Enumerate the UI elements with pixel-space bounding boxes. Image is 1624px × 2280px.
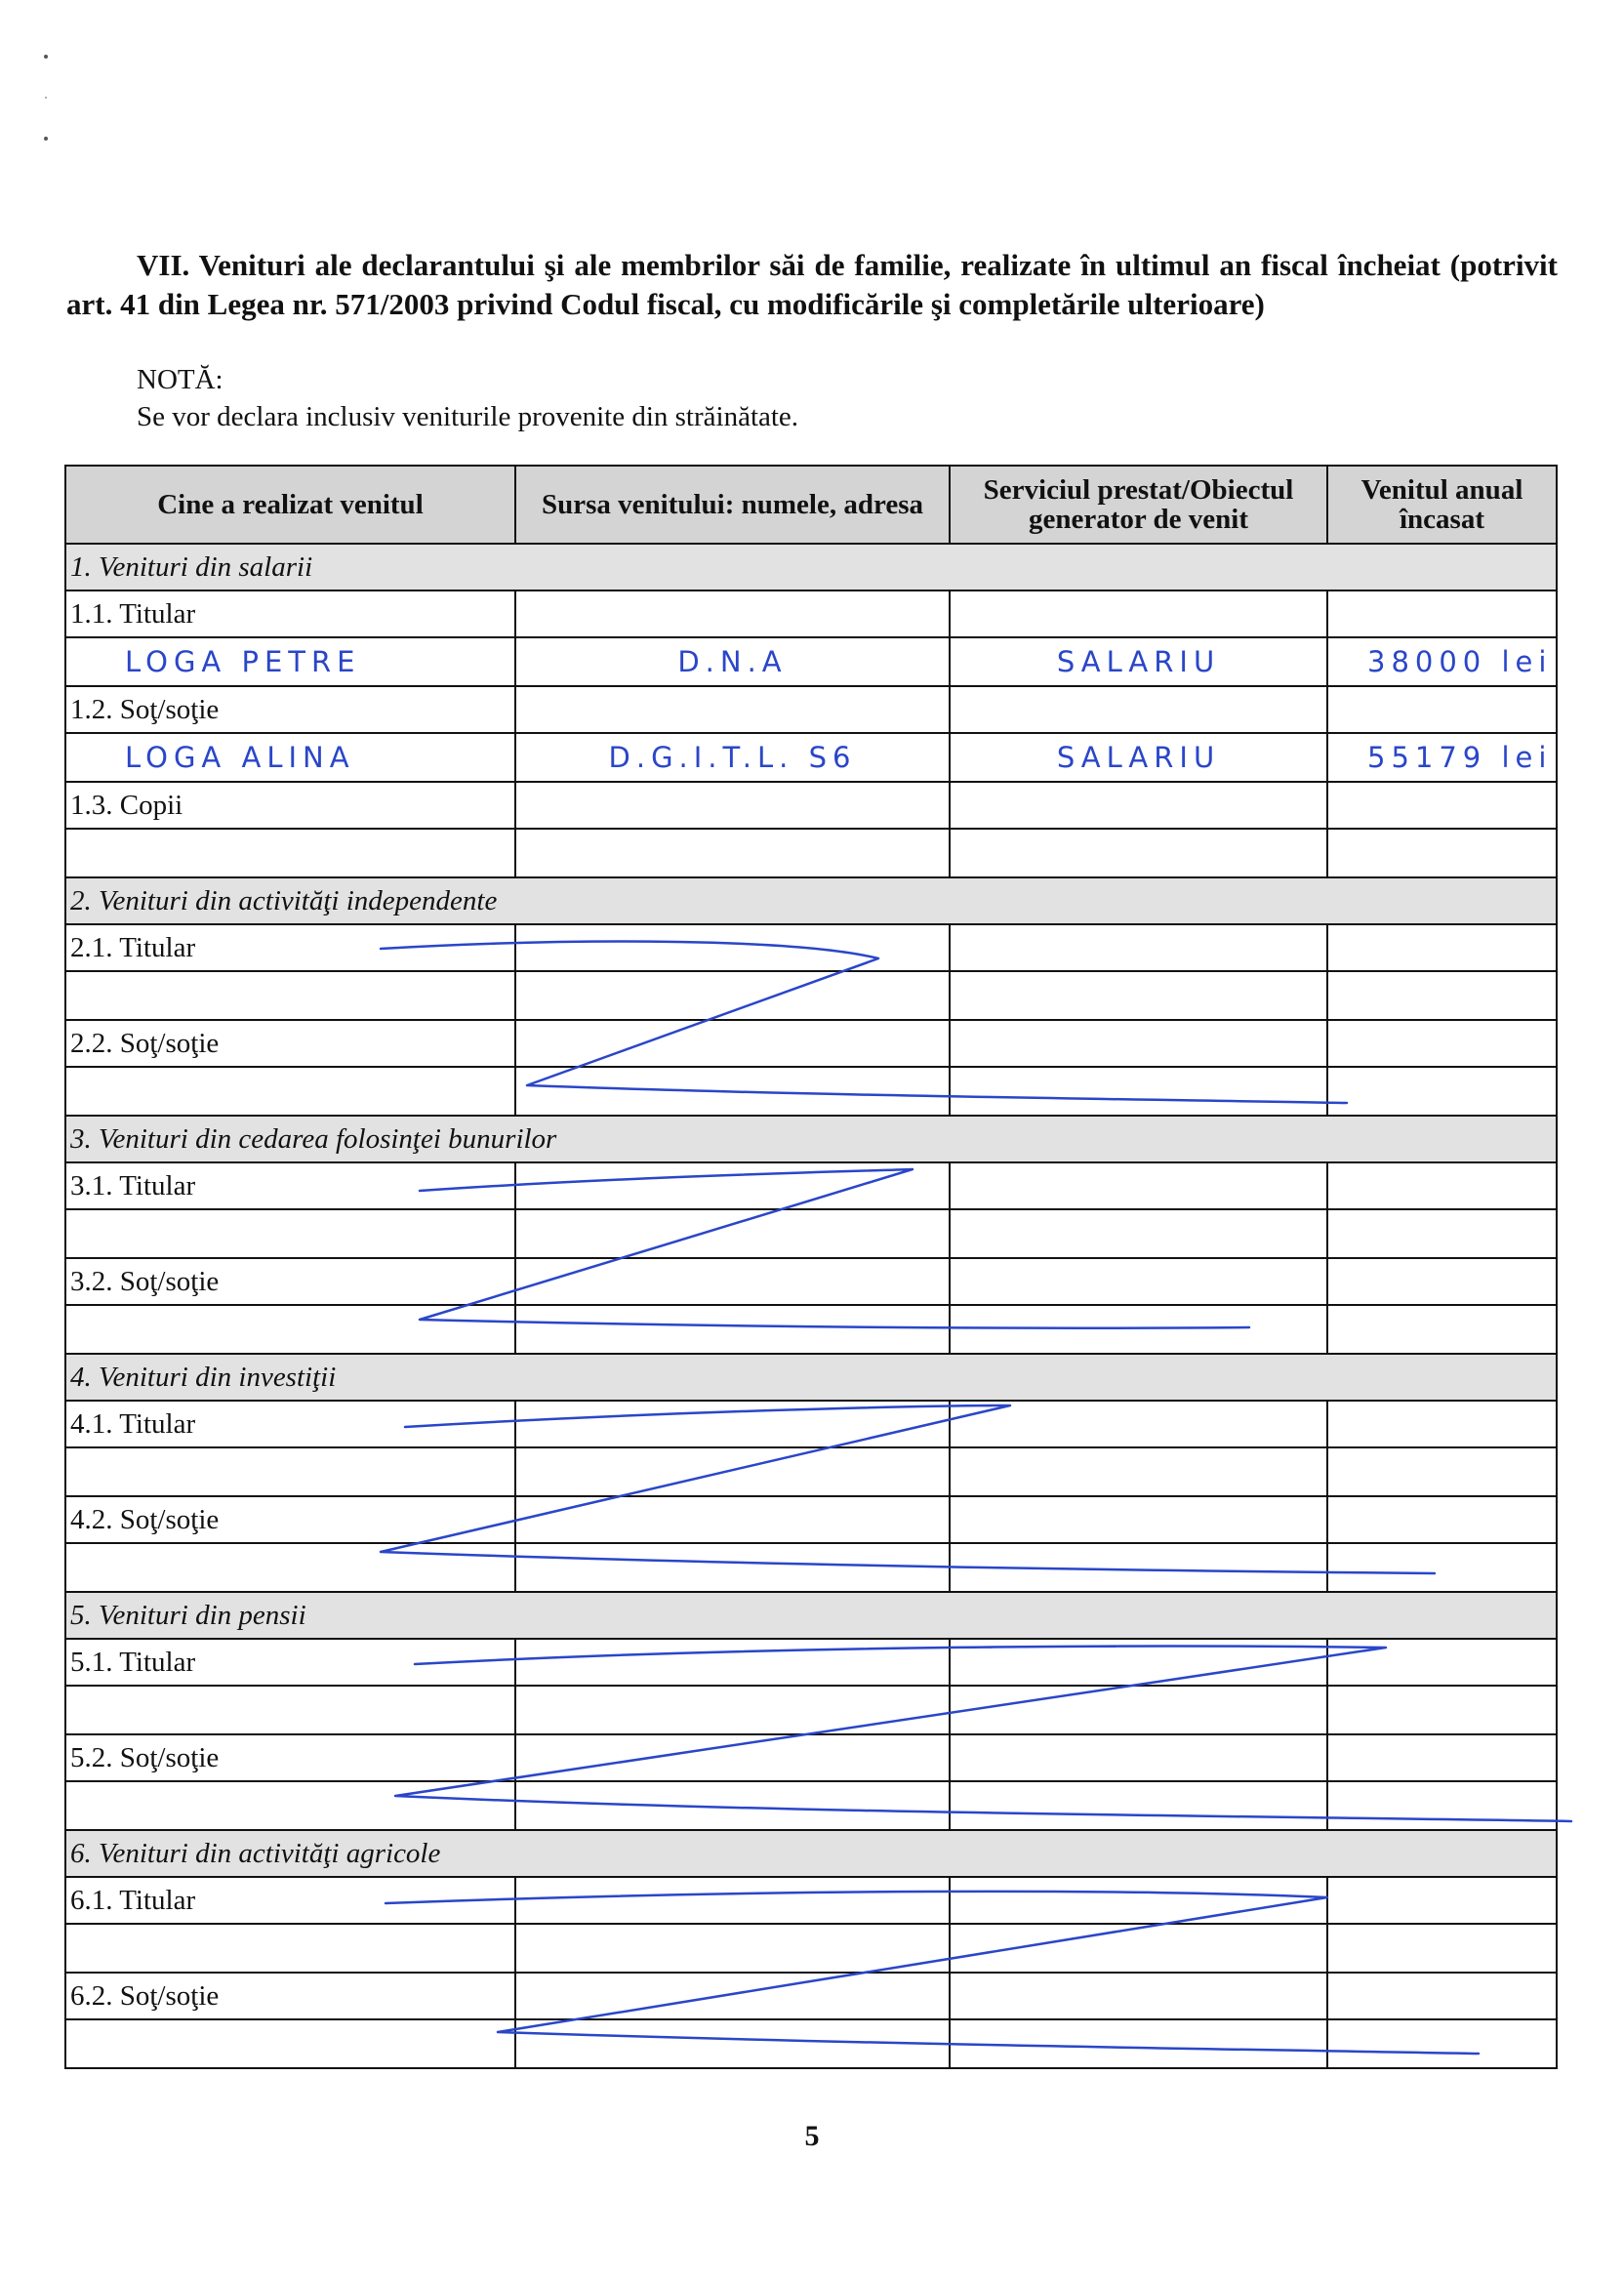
table-row bbox=[65, 1877, 1557, 1924]
empty-cell bbox=[65, 1686, 515, 1734]
empty-cell bbox=[515, 1734, 950, 1781]
category-row bbox=[65, 877, 1557, 924]
handwritten-income: 38000 lei bbox=[1327, 637, 1557, 686]
row-label: 2.2. Soţ/soţie bbox=[65, 1020, 515, 1067]
category-row bbox=[65, 1116, 1557, 1162]
empty-cell bbox=[515, 1877, 950, 1924]
empty-cell bbox=[1327, 1401, 1557, 1447]
handwritten-income: 55179 lei bbox=[1327, 733, 1557, 782]
scan-marks bbox=[43, 39, 49, 156]
row-label: 3.1. Titular bbox=[65, 1162, 515, 1209]
table-row bbox=[65, 1686, 1557, 1734]
table-row bbox=[65, 1734, 1557, 1781]
empty-cell bbox=[950, 1973, 1327, 2019]
table-row bbox=[65, 733, 1557, 782]
empty-cell bbox=[950, 1067, 1327, 1116]
table-row bbox=[65, 1209, 1557, 1258]
empty-cell bbox=[515, 1639, 950, 1686]
row-label: 5.1. Titular bbox=[65, 1639, 515, 1686]
row-label: 1.3. Copii bbox=[65, 782, 515, 829]
empty-cell bbox=[1327, 1686, 1557, 1734]
category-label: 4. Venituri din investiţii bbox=[65, 1354, 1557, 1401]
empty-cell bbox=[950, 1305, 1327, 1354]
table-header-row bbox=[65, 466, 1557, 544]
empty-cell bbox=[950, 1447, 1327, 1496]
empty-cell bbox=[1327, 1543, 1557, 1592]
empty-cell bbox=[65, 1924, 515, 1973]
empty-cell bbox=[950, 1162, 1327, 1209]
category-row bbox=[65, 544, 1557, 590]
table-row bbox=[65, 1258, 1557, 1305]
category-label: 1. Venituri din salarii bbox=[65, 544, 1557, 590]
empty-cell bbox=[515, 686, 950, 733]
empty-cell bbox=[515, 1973, 950, 2019]
empty-cell bbox=[950, 2019, 1327, 2068]
empty-cell bbox=[1327, 1258, 1557, 1305]
empty-cell bbox=[65, 829, 515, 877]
empty-cell bbox=[1327, 686, 1557, 733]
table-row bbox=[65, 590, 1557, 637]
note-label: NOTĂ: bbox=[137, 364, 223, 395]
row-label: 4.1. Titular bbox=[65, 1401, 515, 1447]
handwritten-service: SALARIU bbox=[950, 637, 1327, 686]
empty-cell bbox=[65, 2019, 515, 2068]
empty-cell bbox=[950, 782, 1327, 829]
row-label: 2.1. Titular bbox=[65, 924, 515, 971]
empty-cell bbox=[950, 1734, 1327, 1781]
handwritten-service: SALARIU bbox=[950, 733, 1327, 782]
handwritten-who: LOGA PETRE bbox=[65, 637, 515, 686]
empty-cell bbox=[1327, 1877, 1557, 1924]
table-row bbox=[65, 1639, 1557, 1686]
empty-cell bbox=[515, 1781, 950, 1830]
empty-cell bbox=[1327, 782, 1557, 829]
page-number: 5 bbox=[804, 2120, 820, 2152]
empty-cell bbox=[950, 590, 1327, 637]
row-label: 6.2. Soţ/soţie bbox=[65, 1973, 515, 2019]
category-row bbox=[65, 1354, 1557, 1401]
header-service: Serviciul prestat/Obiectul generator de venit bbox=[950, 466, 1327, 544]
table-row bbox=[65, 686, 1557, 733]
handwritten-who: LOGA ALINA bbox=[65, 733, 515, 782]
empty-cell bbox=[515, 1020, 950, 1067]
empty-cell bbox=[1327, 829, 1557, 877]
empty-cell bbox=[515, 829, 950, 877]
empty-cell bbox=[950, 1020, 1327, 1067]
table-row bbox=[65, 2019, 1557, 2068]
empty-cell bbox=[1327, 924, 1557, 971]
empty-cell bbox=[1327, 1973, 1557, 2019]
handwritten-source: D.G.I.T.L. S6 bbox=[515, 733, 950, 782]
empty-cell bbox=[65, 1447, 515, 1496]
empty-cell bbox=[1327, 1020, 1557, 1067]
empty-cell bbox=[950, 971, 1327, 1020]
empty-cell bbox=[950, 1877, 1327, 1924]
table-row bbox=[65, 829, 1557, 877]
empty-cell bbox=[515, 1447, 950, 1496]
empty-cell bbox=[515, 1067, 950, 1116]
category-row bbox=[65, 1830, 1557, 1877]
table-row bbox=[65, 1543, 1557, 1592]
table-row bbox=[65, 1305, 1557, 1354]
empty-cell bbox=[65, 1781, 515, 1830]
section-title-text: VII. Venituri ale declarantului şi ale membrilor săi de familie, realizate în ultimul an fiscal încheiat (potrivit art. 41 din Legea nr. 571/2003 privind Codul fiscal, cu modificările şi completările ulterioare) bbox=[66, 248, 1558, 321]
table-row bbox=[65, 1162, 1557, 1209]
empty-cell bbox=[1327, 1496, 1557, 1543]
empty-cell bbox=[950, 1401, 1327, 1447]
empty-cell bbox=[950, 1924, 1327, 1973]
empty-cell bbox=[1327, 590, 1557, 637]
empty-cell bbox=[515, 924, 950, 971]
empty-cell bbox=[950, 1781, 1327, 1830]
table-row bbox=[65, 1973, 1557, 2019]
category-row bbox=[65, 1592, 1557, 1639]
empty-cell bbox=[515, 2019, 950, 2068]
row-label: 1.1. Titular bbox=[65, 590, 515, 637]
income-table bbox=[64, 465, 1558, 2069]
empty-cell bbox=[1327, 1067, 1557, 1116]
table-row bbox=[65, 1020, 1557, 1067]
category-label: 3. Venituri din cedarea folosinţei bunurilor bbox=[65, 1116, 1557, 1162]
table-row bbox=[65, 1496, 1557, 1543]
handwritten-source: D.N.A bbox=[515, 637, 950, 686]
header-source: Sursa venitului: numele, adresa bbox=[515, 466, 950, 544]
empty-cell bbox=[515, 1401, 950, 1447]
table-row bbox=[65, 1401, 1557, 1447]
empty-cell bbox=[950, 1258, 1327, 1305]
row-label: 3.2. Soţ/soţie bbox=[65, 1258, 515, 1305]
empty-cell bbox=[950, 1209, 1327, 1258]
row-label: 5.2. Soţ/soţie bbox=[65, 1734, 515, 1781]
empty-cell bbox=[950, 829, 1327, 877]
empty-cell bbox=[950, 1639, 1327, 1686]
empty-cell bbox=[1327, 1447, 1557, 1496]
empty-cell bbox=[65, 1543, 515, 1592]
empty-cell bbox=[1327, 1639, 1557, 1686]
row-label: 4.2. Soţ/soţie bbox=[65, 1496, 515, 1543]
row-label: 6.1. Titular bbox=[65, 1877, 515, 1924]
table-row bbox=[65, 924, 1557, 971]
note-text: Se vor declara inclusiv veniturile provenite din străinătate. bbox=[137, 401, 799, 432]
empty-cell bbox=[1327, 1162, 1557, 1209]
empty-cell bbox=[1327, 1781, 1557, 1830]
empty-cell bbox=[65, 1067, 515, 1116]
row-label: 1.2. Soţ/soţie bbox=[65, 686, 515, 733]
header-who: Cine a realizat venitul bbox=[65, 466, 515, 544]
category-label: 2. Venituri din activităţi independente bbox=[65, 877, 1557, 924]
table-row bbox=[65, 1067, 1557, 1116]
category-label: 6. Venituri din activităţi agricole bbox=[65, 1830, 1557, 1877]
table-row bbox=[65, 1447, 1557, 1496]
empty-cell bbox=[1327, 1924, 1557, 1973]
empty-cell bbox=[1327, 1734, 1557, 1781]
empty-cell bbox=[515, 1686, 950, 1734]
empty-cell bbox=[515, 590, 950, 637]
empty-cell bbox=[515, 782, 950, 829]
table-row bbox=[65, 1781, 1557, 1830]
section-title bbox=[66, 246, 1558, 324]
empty-cell bbox=[515, 1305, 950, 1354]
empty-cell bbox=[950, 686, 1327, 733]
empty-cell bbox=[515, 1924, 950, 1973]
empty-cell bbox=[515, 1258, 950, 1305]
empty-cell bbox=[515, 1543, 950, 1592]
table-row bbox=[65, 637, 1557, 686]
empty-cell bbox=[1327, 1305, 1557, 1354]
empty-cell bbox=[950, 1686, 1327, 1734]
empty-cell bbox=[65, 1305, 515, 1354]
empty-cell bbox=[65, 1209, 515, 1258]
empty-cell bbox=[515, 1209, 950, 1258]
table-row bbox=[65, 971, 1557, 1020]
empty-cell bbox=[1327, 1209, 1557, 1258]
empty-cell bbox=[950, 1496, 1327, 1543]
empty-cell bbox=[515, 1496, 950, 1543]
empty-cell bbox=[515, 1162, 950, 1209]
empty-cell bbox=[950, 1543, 1327, 1592]
empty-cell bbox=[1327, 2019, 1557, 2068]
empty-cell bbox=[950, 924, 1327, 971]
empty-cell bbox=[65, 971, 515, 1020]
empty-cell bbox=[1327, 971, 1557, 1020]
empty-cell bbox=[515, 971, 950, 1020]
table-row bbox=[65, 1924, 1557, 1973]
table-row bbox=[65, 782, 1557, 829]
header-income: Venitul anual încasat bbox=[1327, 466, 1557, 544]
category-label: 5. Venituri din pensii bbox=[65, 1592, 1557, 1639]
